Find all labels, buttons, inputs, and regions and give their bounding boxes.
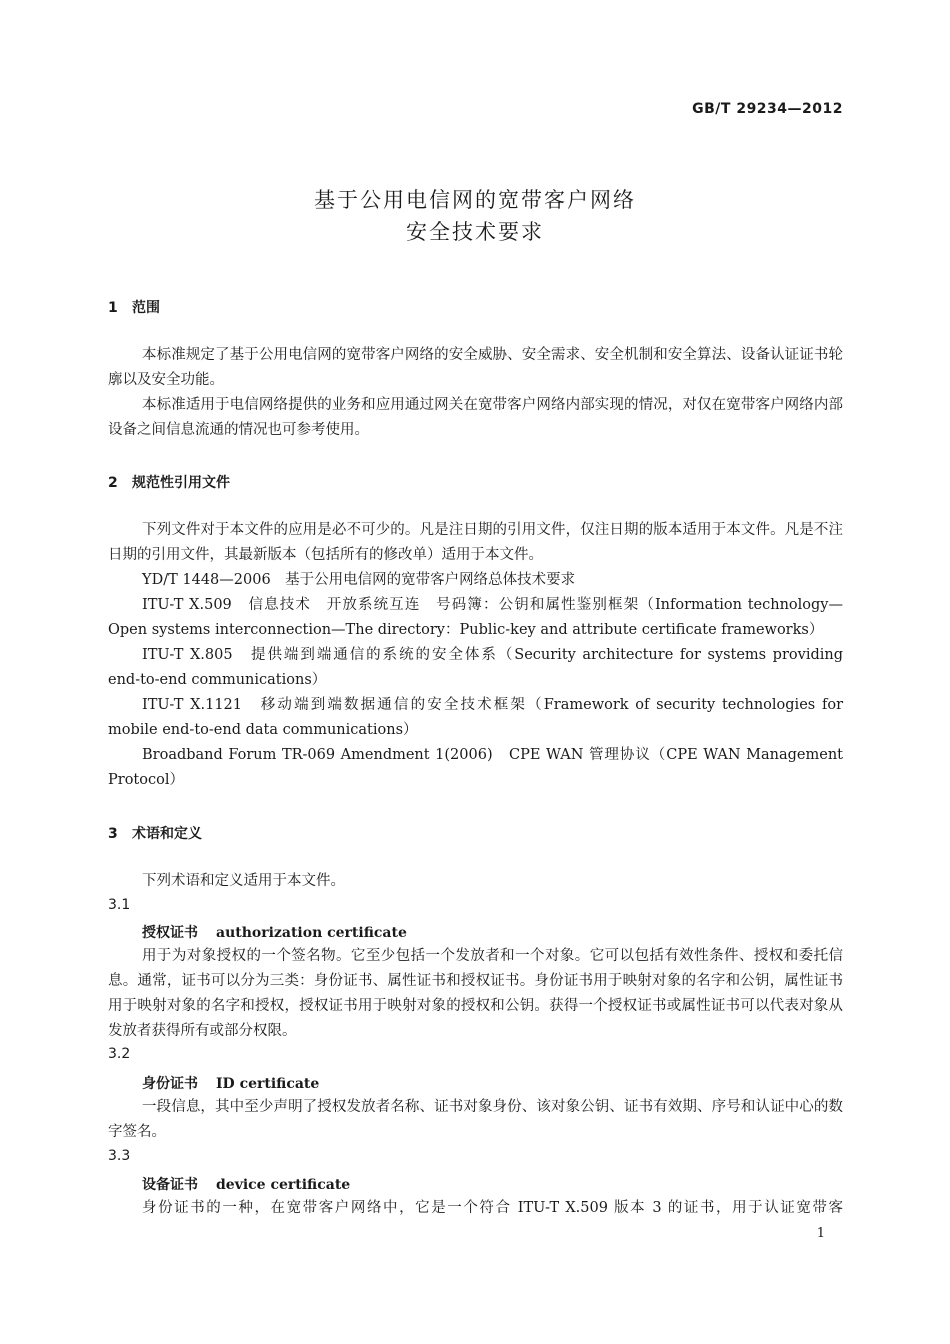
term-en: ID certificate <box>216 1076 320 1092</box>
clause-number: 3.1 <box>108 897 131 913</box>
term-heading <box>142 1073 319 1093</box>
section-number: 1 <box>108 300 118 316</box>
section-2-heading <box>108 472 230 492</box>
reference-item: ITU-T X.1121 移动端到端数据通信的安全技术框架（Framework of security technologies for <box>142 697 843 713</box>
section-3-heading <box>108 823 202 843</box>
term-en: authorization certificate <box>216 925 407 941</box>
reference-item-continuation: Open systems interconnection—The directory：Public-key and attribute certificate frameworks） <box>108 622 824 638</box>
reference-item-continuation: end-to-end communications） <box>108 672 327 688</box>
section-number: 2 <box>108 475 118 491</box>
term-en: device certificate <box>216 1177 351 1193</box>
term-zh: 授权证书 <box>142 925 198 941</box>
section-title: 术语和定义 <box>132 826 202 842</box>
document-title-line2: 安全技术要求 <box>406 220 544 244</box>
reference-item: YD/T 1448—2006 基于公用电信网的宽带客户网络总体技术要求 <box>142 572 576 588</box>
term-heading <box>142 922 407 942</box>
page-number: 1 <box>816 1226 825 1241</box>
term-zh: 设备证书 <box>142 1177 198 1193</box>
term-zh: 身份证书 <box>142 1076 198 1092</box>
reference-item: ITU-T X.509 信息技术 开放系统互连 号码簿：公钥和属性鉴别框架（Information technology— <box>142 597 843 613</box>
standard-code: GB/T 29234—2012 <box>692 101 843 117</box>
term-definition: 一段信息，其中至少声明了授权发放者名称、证书对象身份、该对象公钥、证书有效期、序号和认证中心的数字签名。 <box>108 1099 843 1140</box>
reference-item: Broadband Forum TR-069 Amendment 1(2006) CPE WAN 管理协议（CPE WAN Management <box>142 747 843 763</box>
term-definition: 用于为对象授权的一个签名物。它至少包括一个发放者和一个对象。它可以包括有效性条件、授权和委托信息。通常，证书可以分为三类：身份证书、属性证书和授权证书。身份证书用于映射对象的名字和公钥，属性证书用于映射对象的名字和授权，授权证书用于映射对象的授权和公钥。获得一个授权证书或属性证书可以代表对象从发放者获得所有或部分权限。 <box>108 948 843 1039</box>
reference-item-continuation: Protocol） <box>108 772 184 788</box>
clause-number: 3.2 <box>108 1046 131 1062</box>
term-heading <box>142 1174 350 1194</box>
document-title-line1: 基于公用电信网的宽带客户网络 <box>314 188 636 212</box>
term-definition: 身份证书的一种，在宽带客户网络中，它是一个符合 ITU-T X.509 版本 3 的证书，用于认证宽带客 <box>142 1200 843 1216</box>
section-number: 3 <box>108 826 118 842</box>
section-1-heading <box>108 297 160 317</box>
paragraph: 下列文件对于本文件的应用是必不可少的。凡是注日期的引用文件，仅注日期的版本适用于本文件。凡是不注日期的引用文件，其最新版本（包括所有的修改单）适用于本文件。 <box>108 522 843 563</box>
section-title: 范围 <box>132 300 160 316</box>
paragraph: 本标准规定了基于公用电信网的宽带客户网络的安全威胁、安全需求、安全机制和安全算法、设备认证证书轮廓以及安全功能。 <box>108 347 843 388</box>
reference-item-continuation: mobile end-to-end data communications） <box>108 722 418 738</box>
paragraph: 下列术语和定义适用于本文件。 <box>142 873 345 889</box>
clause-number: 3.3 <box>108 1148 131 1164</box>
paragraph: 本标准适用于电信网络提供的业务和应用通过网关在宽带客户网络内部实现的情况，对仅在宽带客户网络内部设备之间信息流通的情况也可参考使用。 <box>108 397 843 438</box>
section-title: 规范性引用文件 <box>132 475 230 491</box>
reference-item: ITU-T X.805 提供端到端通信的系统的安全体系（Security architecture for systems providing <box>142 647 843 663</box>
